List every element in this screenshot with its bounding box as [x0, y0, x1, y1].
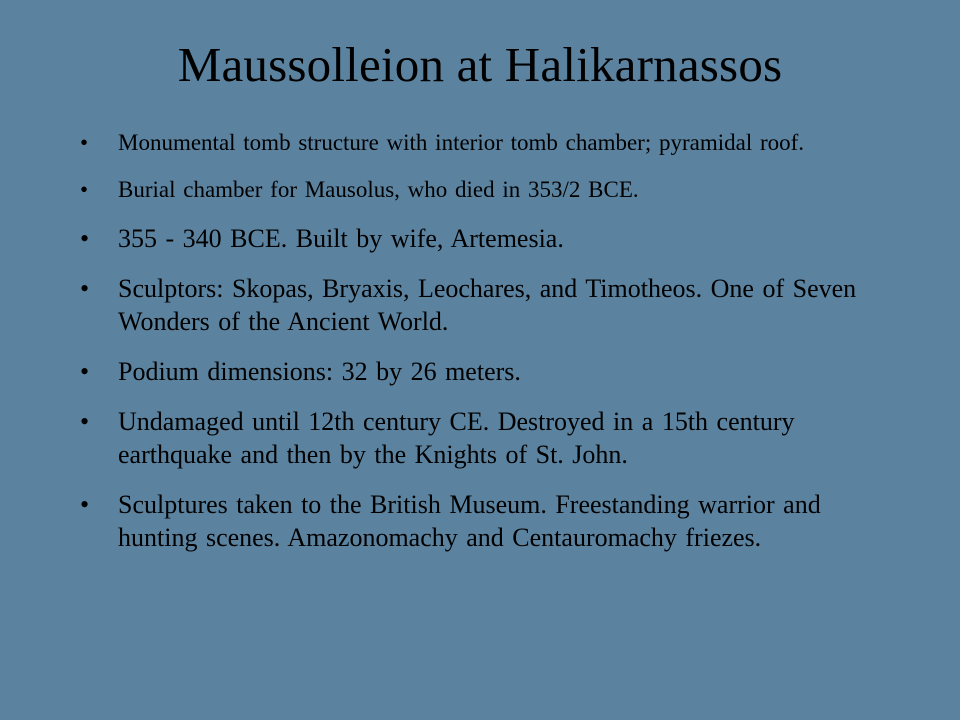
bullet-text: Sculptors: Skopas, Bryaxis, Leochares, and Timotheos. One of Seven Wonders of the Ancient World. [118, 274, 857, 336]
bullet-icon: • [80, 407, 90, 436]
bullet-text: Sculptures taken to the British Museum. Freestanding warrior and hunting scenes. Amazonomachy and Centauromachy friezes. [118, 490, 821, 552]
bullet-icon: • [80, 274, 90, 303]
slide-title: Maussolleion at Halikarnassos [177, 37, 783, 92]
bullet-icon: • [80, 490, 90, 519]
bullet-text: Undamaged until 12th century CE. Destroyed in a 15th century earthquake and then by the Knights of St. John. [118, 407, 795, 469]
bullet-item [78, 405, 868, 471]
bullet-icon: • [80, 224, 90, 253]
bullet-item [78, 222, 868, 255]
bullet-text: 355 - 340 BCE. Built by wife, Artemesia. [118, 224, 564, 253]
bullet-text: Burial chamber for Mausolus, who died in 353/2 BCE. [118, 177, 639, 202]
bullet-icon: • [80, 357, 90, 386]
bullet-item [78, 128, 868, 158]
bullet-item [78, 488, 868, 554]
bullet-icon: • [80, 177, 89, 202]
bullet-icon: • [80, 130, 89, 155]
bullet-text: Podium dimensions: 32 by 26 meters. [118, 357, 521, 386]
bullet-item [78, 272, 868, 338]
bullet-item [78, 355, 868, 388]
bullet-list [78, 128, 868, 571]
bullet-item [78, 175, 868, 205]
bullet-text: Monumental tomb structure with interior tomb chamber; pyramidal roof. [118, 130, 805, 155]
